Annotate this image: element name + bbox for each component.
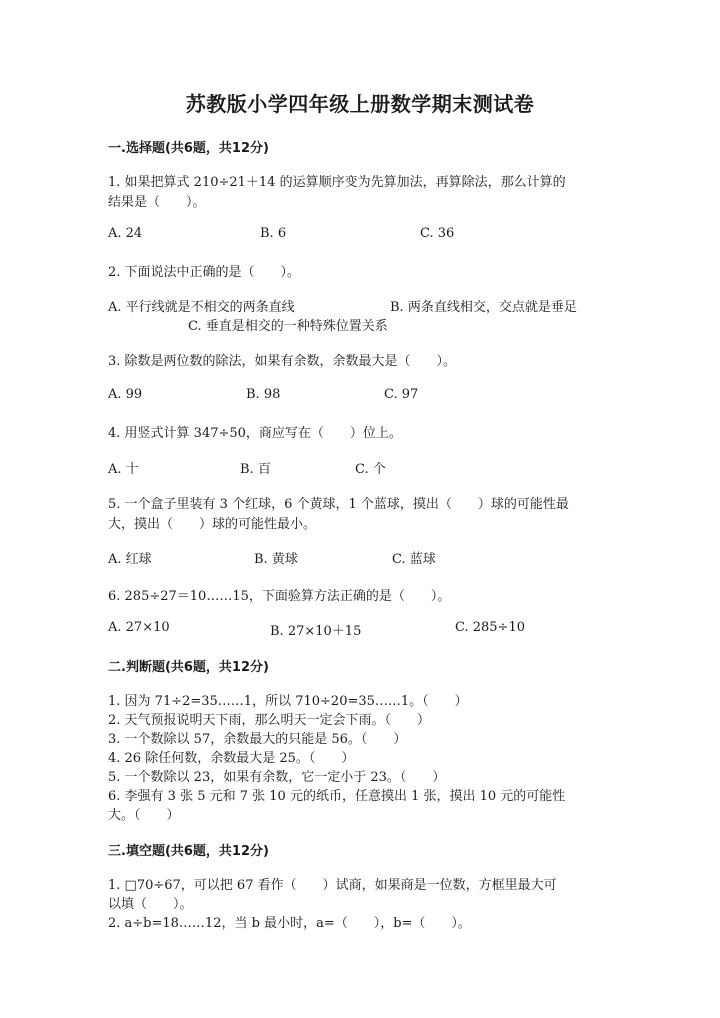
question-4-option-b: B. 百 xyxy=(240,462,271,477)
fill-line-3: 2. a÷b=18……12，当 b 最小时，a=（ ），b=（ ）。 xyxy=(108,916,471,931)
question-1-option-b: B. 6 xyxy=(260,226,287,241)
question-6-option-b: B. 27×10＋15 xyxy=(270,624,362,639)
question-4-option-a: A. 十 xyxy=(108,462,139,477)
judge-line-5: 5. 一个数除以 23，如果有余数，它一定小于 23。（ ） xyxy=(108,770,446,785)
question-5-line-2: 大，摸出（ ）球的可能性最小。 xyxy=(108,517,317,532)
section-heading-choice: 一.选择题(共6题，共12分) xyxy=(108,141,269,156)
judge-line-6: 6. 李强有 3 张 5 元和 7 张 10 元的纸币，任意摸出 1 张，摸出 10 元的可能性 xyxy=(108,789,566,804)
page-title: 苏教版小学四年级上册数学期末测试卷 xyxy=(185,92,535,116)
question-5-option-c: C. 蓝球 xyxy=(392,552,436,567)
question-6-option-c: C. 285÷10 xyxy=(455,620,525,635)
question-3-option-a: A. 99 xyxy=(108,387,143,402)
judge-line-2: 2. 天气预报说明天下雨，那么明天一定会下雨。（ ） xyxy=(108,713,431,728)
section-heading-judge: 二.判断题(共6题，共12分) xyxy=(108,660,269,675)
question-2-option-b: B. 两条直线相交，交点就是垂足 xyxy=(390,300,577,315)
question-3-line-1: 3. 除数是两位数的除法，如果有余数，余数最大是（ ）。 xyxy=(108,354,457,369)
judge-line-7: 大。（ ） xyxy=(108,808,180,823)
fill-line-2: 以填（ ）。 xyxy=(108,897,193,912)
question-2-line-1: 2. 下面说法中正确的是（ ）。 xyxy=(108,265,301,280)
section-heading-fill: 三.填空题(共6题，共12分) xyxy=(108,844,269,859)
question-1-option-c: C. 36 xyxy=(420,226,455,241)
question-2-option-a: A. 平行线就是不相交的两条直线 xyxy=(108,300,295,315)
fill-line-1: 1. □70÷67，可以把 67 看作（ ）试商，如果商是一位数，方框里最大可 xyxy=(108,878,557,893)
question-1-line-2: 结果是（ ）。 xyxy=(108,195,206,210)
question-5-option-b: B. 黄球 xyxy=(254,552,298,567)
question-6-option-a: A. 27×10 xyxy=(108,620,170,635)
question-4-line-1: 4. 用竖式计算 347÷50，商应写在（ ）位上。 xyxy=(108,426,402,441)
question-4-option-c: C. 个 xyxy=(355,462,386,477)
judge-line-3: 3. 一个数除以 57，余数最大的只能是 56。（ ） xyxy=(108,732,407,747)
question-1-line-1: 1. 如果把算式 210÷21＋14 的运算顺序变为先算加法，再算除法，那么计算的 xyxy=(108,175,566,190)
question-5-line-1: 5. 一个盒子里装有 3 个红球，6 个黄球，1 个蓝球，摸出（ ）球的可能性最 xyxy=(108,497,569,512)
judge-line-4: 4. 26 除任何数，余数最大是 25。（ ） xyxy=(108,751,355,766)
question-1-option-a: A. 24 xyxy=(108,226,143,241)
question-5-option-a: A. 红球 xyxy=(108,552,152,567)
question-3-option-b: B. 98 xyxy=(246,387,281,402)
judge-line-1: 1. 因为 71÷2=35……1，所以 710÷20=35……1。（ ） xyxy=(108,694,468,709)
question-3-option-c: C. 97 xyxy=(384,387,419,402)
question-2-option-c: C. 垂直是相交的一种特殊位置关系 xyxy=(188,319,388,334)
question-6-line-1: 6. 285÷27＝10……15，下面验算方法正确的是（ ）。 xyxy=(108,589,451,604)
